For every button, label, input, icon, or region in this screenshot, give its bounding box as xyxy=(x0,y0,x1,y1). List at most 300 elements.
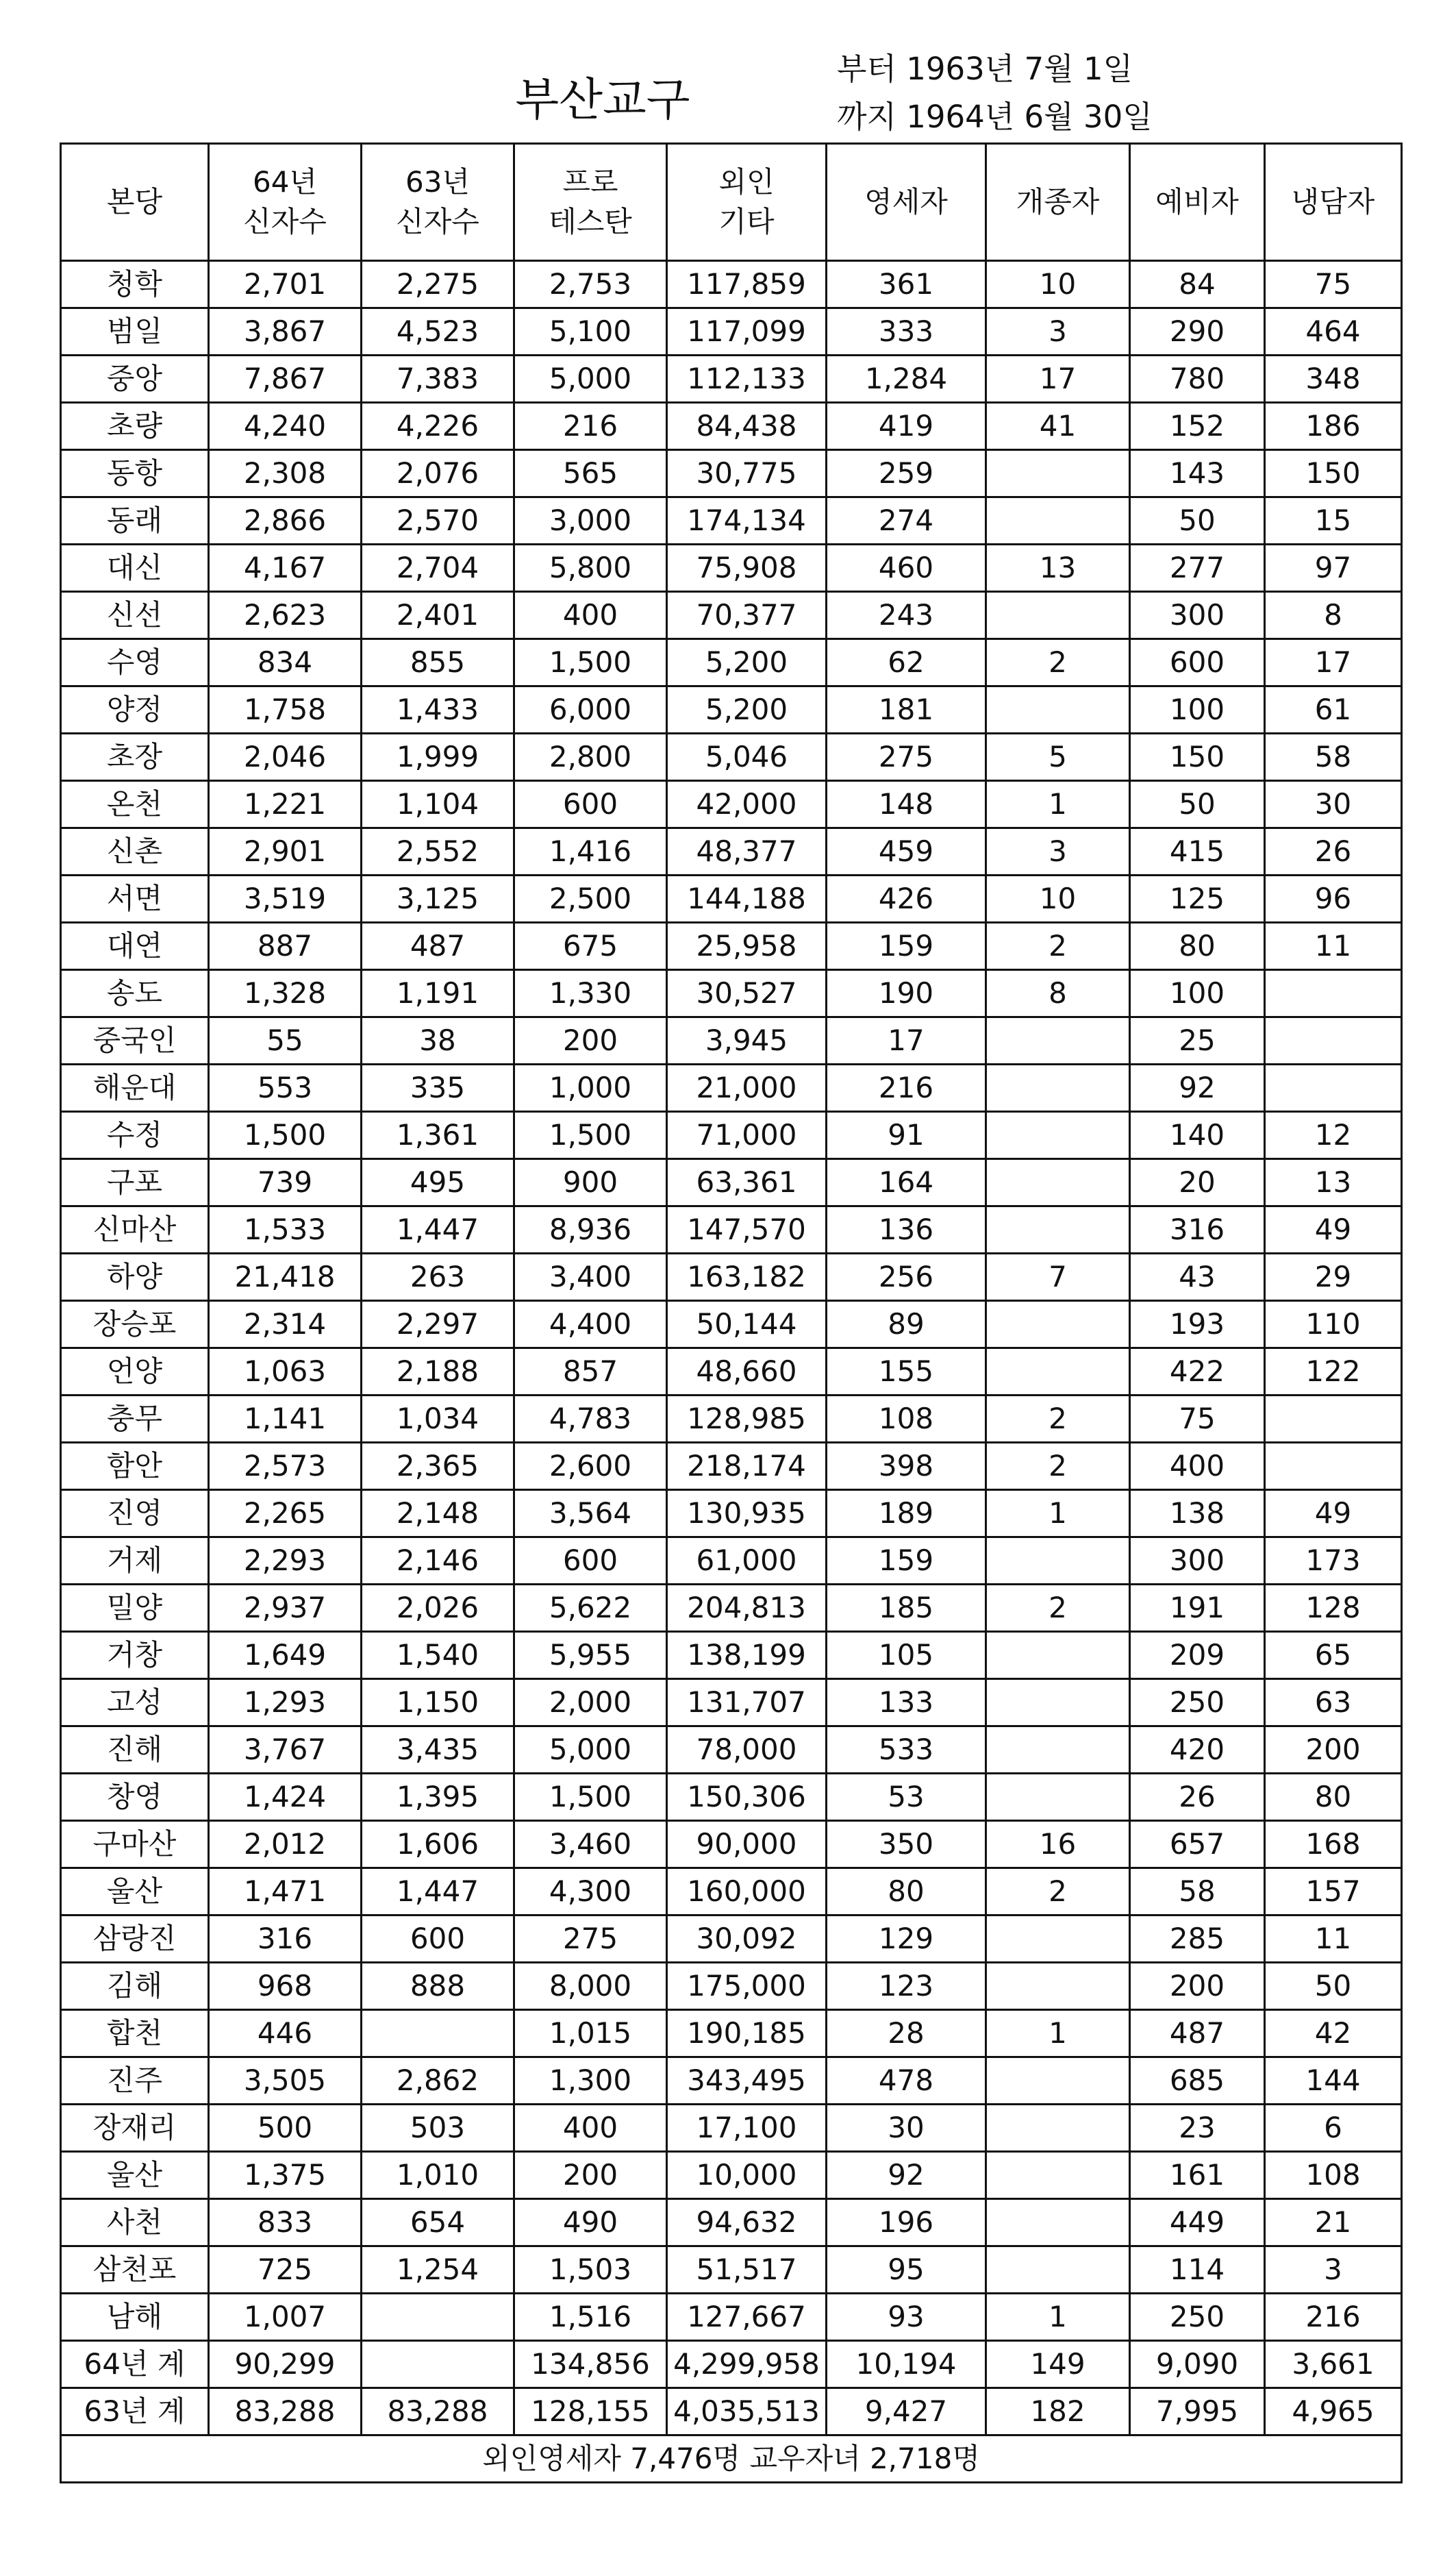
table-cell: 159 xyxy=(827,923,986,970)
table-cell: 7 xyxy=(986,1254,1130,1301)
table-cell: 175,000 xyxy=(667,1963,827,2010)
table-cell: 6 xyxy=(1265,2105,1402,2152)
parish-name-cell: 합천 xyxy=(61,2010,209,2057)
table-cell: 685 xyxy=(1130,2057,1265,2105)
table-cell: 657 xyxy=(1130,1821,1265,1868)
table-cell: 250 xyxy=(1130,2294,1265,2341)
table-cell xyxy=(1265,1017,1402,1065)
column-header-line: 64년 xyxy=(252,165,317,199)
parish-name-cell: 구포 xyxy=(61,1159,209,1206)
table-cell xyxy=(986,2199,1130,2246)
table-cell: 2,573 xyxy=(209,1443,362,1490)
table-cell: 7,867 xyxy=(209,356,362,403)
table-cell xyxy=(1265,1065,1402,1112)
table-cell: 348 xyxy=(1265,356,1402,403)
table-cell: 83,288 xyxy=(362,2388,514,2435)
table-cell: 83,288 xyxy=(209,2388,362,2435)
table-cell: 17,100 xyxy=(667,2105,827,2152)
table-cell: 2,901 xyxy=(209,828,362,876)
table-cell: 128,155 xyxy=(514,2388,667,2435)
table-cell: 182 xyxy=(986,2388,1130,2435)
table-cell: 1,433 xyxy=(362,686,514,734)
table-cell: 4,167 xyxy=(209,545,362,592)
table-cell: 130,935 xyxy=(667,1490,827,1537)
parish-name-cell: 고성 xyxy=(61,1679,209,1726)
table-cell: 4,299,958 xyxy=(667,2341,827,2388)
table-cell: 4,783 xyxy=(514,1396,667,1443)
table-cell: 161 xyxy=(1130,2152,1265,2199)
table-cell: 21,418 xyxy=(209,1254,362,1301)
table-row xyxy=(61,545,1402,592)
table-cell: 5,955 xyxy=(514,1632,667,1679)
table-cell: 80 xyxy=(1130,923,1265,970)
table-cell: 1,191 xyxy=(362,970,514,1017)
table-cell: 1,141 xyxy=(209,1396,362,1443)
table-row xyxy=(61,686,1402,734)
table-cell: 8 xyxy=(1265,592,1402,639)
table-cell: 243 xyxy=(827,592,986,639)
table-cell: 1,447 xyxy=(362,1868,514,1916)
table-cell xyxy=(986,1774,1130,1821)
parish-name-cell: 신선 xyxy=(61,592,209,639)
table-cell: 600 xyxy=(362,1916,514,1963)
table-cell: 125 xyxy=(1130,876,1265,923)
table-body xyxy=(61,261,1402,2435)
table-cell: 91 xyxy=(827,1112,986,1159)
table-cell: 275 xyxy=(514,1916,667,1963)
table-cell: 2 xyxy=(986,639,1130,686)
parish-name-cell: 대연 xyxy=(61,923,209,970)
table-cell: 1,533 xyxy=(209,1206,362,1254)
table-cell: 21 xyxy=(1265,2199,1402,2246)
table-cell: 216 xyxy=(827,1065,986,1112)
table-cell: 2,188 xyxy=(362,1348,514,1396)
column-header xyxy=(209,144,362,261)
parish-name-cell: 중국인 xyxy=(61,1017,209,1065)
table-cell: 415 xyxy=(1130,828,1265,876)
table-cell: 1,015 xyxy=(514,2010,667,2057)
parish-name-cell: 언양 xyxy=(61,1348,209,1396)
table-cell: 30,527 xyxy=(667,970,827,1017)
table-cell xyxy=(986,1206,1130,1254)
table-cell: 2,148 xyxy=(362,1490,514,1537)
table-row xyxy=(61,403,1402,450)
table-cell: 1,758 xyxy=(209,686,362,734)
table-cell: 1,500 xyxy=(514,639,667,686)
table-cell: 144 xyxy=(1265,2057,1402,2105)
table-cell: 2,866 xyxy=(209,497,362,545)
table-cell: 174,134 xyxy=(667,497,827,545)
table-cell: 490 xyxy=(514,2199,667,2246)
parish-name-cell: 온천 xyxy=(61,781,209,828)
table-cell: 75,908 xyxy=(667,545,827,592)
table-cell: 4,300 xyxy=(514,1868,667,1916)
table-cell: 2,570 xyxy=(362,497,514,545)
column-header-line: 테스탄 xyxy=(549,205,632,238)
table-cell: 1,471 xyxy=(209,1868,362,1916)
table-cell: 48,377 xyxy=(667,828,827,876)
table-cell: 3,125 xyxy=(362,876,514,923)
table-cell: 216 xyxy=(1265,2294,1402,2341)
table-cell: 49 xyxy=(1265,1206,1402,1254)
table-cell xyxy=(986,497,1130,545)
table-cell: 503 xyxy=(362,2105,514,2152)
table-cell: 75 xyxy=(1265,261,1402,308)
column-header xyxy=(514,144,667,261)
table-cell: 50,144 xyxy=(667,1301,827,1348)
table-cell: 274 xyxy=(827,497,986,545)
table-cell: 30 xyxy=(827,2105,986,2152)
table-cell: 2 xyxy=(986,1396,1130,1443)
table-cell xyxy=(986,592,1130,639)
parish-name-cell: 구마산 xyxy=(61,1821,209,1868)
table-row xyxy=(61,781,1402,828)
table-cell: 3,564 xyxy=(514,1490,667,1537)
table-cell: 2,753 xyxy=(514,261,667,308)
table-row xyxy=(61,923,1402,970)
table-cell: 10 xyxy=(986,261,1130,308)
table-cell: 134,856 xyxy=(514,2341,667,2388)
table-cell: 200 xyxy=(514,1017,667,1065)
table-cell: 108 xyxy=(827,1396,986,1443)
table-cell: 1,104 xyxy=(362,781,514,828)
table-cell: 1,516 xyxy=(514,2294,667,2341)
table-cell: 30,092 xyxy=(667,1916,827,1963)
table-row xyxy=(61,2152,1402,2199)
table-row xyxy=(61,356,1402,403)
table-cell: 739 xyxy=(209,1159,362,1206)
table-cell: 196 xyxy=(827,2199,986,2246)
table-cell: 12 xyxy=(1265,1112,1402,1159)
table-cell: 92 xyxy=(1130,1065,1265,1112)
table-cell: 190 xyxy=(827,970,986,1017)
table-cell: 7,383 xyxy=(362,356,514,403)
table-cell: 2,076 xyxy=(362,450,514,497)
table-cell: 2,800 xyxy=(514,734,667,781)
parish-name-cell: 김해 xyxy=(61,1963,209,2010)
table-row xyxy=(61,1821,1402,1868)
table-row xyxy=(61,1868,1402,1916)
table-cell: 55 xyxy=(209,1017,362,1065)
parish-name-cell: 진주 xyxy=(61,2057,209,2105)
table-row xyxy=(61,2341,1402,2388)
table-cell xyxy=(362,2341,514,2388)
table-row xyxy=(61,592,1402,639)
table-cell: 127,667 xyxy=(667,2294,827,2341)
table-cell: 94,632 xyxy=(667,2199,827,2246)
period-from: 부터 1963년 7월 1일 xyxy=(837,51,1133,87)
table-cell: 4,523 xyxy=(362,308,514,356)
table-cell: 398 xyxy=(827,1443,986,1490)
table-cell: 400 xyxy=(514,2105,667,2152)
table-cell: 4,240 xyxy=(209,403,362,450)
table-cell: 90,000 xyxy=(667,1821,827,1868)
table-cell: 28 xyxy=(827,2010,986,2057)
table-row xyxy=(61,2388,1402,2435)
column-header xyxy=(1265,144,1402,261)
table-cell: 654 xyxy=(362,2199,514,2246)
table-cell: 61 xyxy=(1265,686,1402,734)
table-cell: 1,999 xyxy=(362,734,514,781)
parish-name-cell: 범일 xyxy=(61,308,209,356)
table-row xyxy=(61,970,1402,1017)
table-cell: 2,308 xyxy=(209,450,362,497)
table-cell: 89 xyxy=(827,1301,986,1348)
table-cell: 13 xyxy=(986,545,1130,592)
table-cell: 300 xyxy=(1130,1537,1265,1585)
table-cell: 3 xyxy=(986,308,1130,356)
table-cell: 143 xyxy=(1130,450,1265,497)
table-cell: 204,813 xyxy=(667,1585,827,1632)
parish-name-cell: 대신 xyxy=(61,545,209,592)
table-cell: 23 xyxy=(1130,2105,1265,2152)
table-row xyxy=(61,1112,1402,1159)
table-cell: 487 xyxy=(1130,2010,1265,2057)
table-cell: 42 xyxy=(1265,2010,1402,2057)
table-cell: 186 xyxy=(1265,403,1402,450)
parish-name-cell: 충무 xyxy=(61,1396,209,1443)
table-cell: 400 xyxy=(514,592,667,639)
table-row xyxy=(61,1537,1402,1585)
table-cell: 3,000 xyxy=(514,497,667,545)
period-to: 까지 1964년 6월 30일 xyxy=(837,99,1153,135)
table-cell: 263 xyxy=(362,1254,514,1301)
table-cell: 533 xyxy=(827,1726,986,1774)
table-cell: 2,314 xyxy=(209,1301,362,1348)
table-cell: 117,099 xyxy=(667,308,827,356)
table-cell: 105 xyxy=(827,1632,986,1679)
parish-name-cell: 장재리 xyxy=(61,2105,209,2152)
table-cell: 3,435 xyxy=(362,1726,514,1774)
table-cell: 58 xyxy=(1130,1868,1265,1916)
table-cell: 138 xyxy=(1130,1490,1265,1537)
table-row xyxy=(61,1916,1402,1963)
parish-name-cell: 초량 xyxy=(61,403,209,450)
column-header xyxy=(362,144,514,261)
parish-name-cell: 함안 xyxy=(61,1443,209,1490)
table-row xyxy=(61,450,1402,497)
table-cell: 1,540 xyxy=(362,1632,514,1679)
table-cell: 5,200 xyxy=(667,639,827,686)
table-cell xyxy=(986,2246,1130,2294)
table-cell xyxy=(986,1348,1130,1396)
table-cell: 250 xyxy=(1130,1679,1265,1726)
table-cell: 62 xyxy=(827,639,986,686)
column-header-line: 기타 xyxy=(718,205,775,238)
table-cell: 216 xyxy=(514,403,667,450)
table-cell: 16 xyxy=(986,1821,1130,1868)
table-cell: 1,300 xyxy=(514,2057,667,2105)
table-cell: 3,460 xyxy=(514,1821,667,1868)
table-cell: 49 xyxy=(1265,1490,1402,1537)
table-cell: 155 xyxy=(827,1348,986,1396)
table-cell: 1,221 xyxy=(209,781,362,828)
table-cell: 26 xyxy=(1265,828,1402,876)
table-cell: 2 xyxy=(986,1868,1130,1916)
parish-name-cell: 중앙 xyxy=(61,356,209,403)
table-row xyxy=(61,1017,1402,1065)
table-cell: 4,965 xyxy=(1265,2388,1402,2435)
table-cell: 4,226 xyxy=(362,403,514,450)
table-cell: 84 xyxy=(1130,261,1265,308)
table-cell: 1,254 xyxy=(362,2246,514,2294)
table-row xyxy=(61,1774,1402,1821)
table-cell: 17 xyxy=(1265,639,1402,686)
table-cell xyxy=(362,2294,514,2341)
table-cell: 2,862 xyxy=(362,2057,514,2105)
parish-name-cell: 신촌 xyxy=(61,828,209,876)
table-cell: 191 xyxy=(1130,1585,1265,1632)
table-cell: 100 xyxy=(1130,686,1265,734)
table-cell: 110 xyxy=(1265,1301,1402,1348)
table-cell: 495 xyxy=(362,1159,514,1206)
table-cell: 148 xyxy=(827,781,986,828)
column-header-line: 영세자 xyxy=(864,185,948,219)
table-row xyxy=(61,1679,1402,1726)
column-header-line: 예비자 xyxy=(1155,185,1239,219)
column-header-line: 프로 xyxy=(562,165,618,199)
table-cell xyxy=(986,1679,1130,1726)
table-cell: 133 xyxy=(827,1679,986,1726)
table-cell xyxy=(1265,970,1402,1017)
table-cell xyxy=(986,2105,1130,2152)
table-cell: 1,500 xyxy=(514,1774,667,1821)
table-row xyxy=(61,1726,1402,1774)
table-cell: 333 xyxy=(827,308,986,356)
table-cell: 5,100 xyxy=(514,308,667,356)
table-cell: 2,046 xyxy=(209,734,362,781)
table-cell: 3 xyxy=(986,828,1130,876)
table-row xyxy=(61,1443,1402,1490)
table-cell: 112,133 xyxy=(667,356,827,403)
table-row xyxy=(61,1065,1402,1112)
table-cell xyxy=(986,1537,1130,1585)
table-cell: 61,000 xyxy=(667,1537,827,1585)
parish-name-cell: 64년 계 xyxy=(61,2341,209,2388)
table-cell: 10,194 xyxy=(827,2341,986,2388)
table-cell: 2,704 xyxy=(362,545,514,592)
column-header-line: 개종자 xyxy=(1016,185,1100,219)
parish-name-cell: 동래 xyxy=(61,497,209,545)
table-cell: 565 xyxy=(514,450,667,497)
table-cell: 600 xyxy=(514,781,667,828)
parish-name-cell: 남해 xyxy=(61,2294,209,2341)
table-cell: 58 xyxy=(1265,734,1402,781)
table-cell: 96 xyxy=(1265,876,1402,923)
table-cell: 63 xyxy=(1265,1679,1402,1726)
table-cell: 149 xyxy=(986,2341,1130,2388)
table-cell: 422 xyxy=(1130,1348,1265,1396)
table-cell: 2 xyxy=(986,923,1130,970)
parish-name-cell: 거창 xyxy=(61,1632,209,1679)
table-cell: 1,007 xyxy=(209,2294,362,2341)
column-header xyxy=(61,144,209,261)
table-cell: 446 xyxy=(209,2010,362,2057)
table-cell: 193 xyxy=(1130,1301,1265,1348)
table-cell: 15 xyxy=(1265,497,1402,545)
table-cell: 4,035,513 xyxy=(667,2388,827,2435)
table-cell: 1,649 xyxy=(209,1632,362,1679)
table-cell: 420 xyxy=(1130,1726,1265,1774)
table-cell: 426 xyxy=(827,876,986,923)
table-cell: 1,034 xyxy=(362,1396,514,1443)
parish-name-cell: 진영 xyxy=(61,1490,209,1537)
table-cell: 92 xyxy=(827,2152,986,2199)
table-cell: 1 xyxy=(986,2010,1130,2057)
table-row xyxy=(61,2246,1402,2294)
table-cell: 464 xyxy=(1265,308,1402,356)
table-cell: 136 xyxy=(827,1206,986,1254)
table-cell: 4,400 xyxy=(514,1301,667,1348)
table-cell: 8 xyxy=(986,970,1130,1017)
table-cell: 95 xyxy=(827,2246,986,2294)
table-cell: 6,000 xyxy=(514,686,667,734)
table-cell: 50 xyxy=(1130,497,1265,545)
table-cell xyxy=(1265,1443,1402,1490)
table-cell: 123 xyxy=(827,1963,986,2010)
table-cell: 128 xyxy=(1265,1585,1402,1632)
table-cell: 5,622 xyxy=(514,1585,667,1632)
table-cell: 65 xyxy=(1265,1632,1402,1679)
parish-name-cell: 동항 xyxy=(61,450,209,497)
table-cell: 93 xyxy=(827,2294,986,2341)
table-cell: 1,063 xyxy=(209,1348,362,1396)
table-cell: 160,000 xyxy=(667,1868,827,1916)
table-cell: 84,438 xyxy=(667,403,827,450)
footer-note: 외인영세자 7,476명 교우자녀 2,718명 xyxy=(61,2435,1402,2483)
table-header-row xyxy=(61,144,1402,261)
statistics-table xyxy=(60,142,1403,2483)
table-cell: 147,570 xyxy=(667,1206,827,1254)
column-header-line: 외인 xyxy=(718,165,775,199)
table-cell: 350 xyxy=(827,1821,986,1868)
table-cell: 200 xyxy=(514,2152,667,2199)
table-cell: 888 xyxy=(362,1963,514,2010)
table-cell: 316 xyxy=(1130,1206,1265,1254)
table-cell xyxy=(362,2010,514,2057)
table-cell: 38 xyxy=(362,1017,514,1065)
table-cell: 600 xyxy=(1130,639,1265,686)
table-row xyxy=(61,2010,1402,2057)
table-cell: 8,936 xyxy=(514,1206,667,1254)
table-cell: 400 xyxy=(1130,1443,1265,1490)
table-cell: 1,010 xyxy=(362,2152,514,2199)
table-cell: 2,146 xyxy=(362,1537,514,1585)
table-cell: 1,395 xyxy=(362,1774,514,1821)
table-cell: 150,306 xyxy=(667,1774,827,1821)
column-header xyxy=(667,144,827,261)
table-cell: 53 xyxy=(827,1774,986,1821)
table-cell: 1,150 xyxy=(362,1679,514,1726)
table-cell: 173 xyxy=(1265,1537,1402,1585)
table-cell: 419 xyxy=(827,403,986,450)
table-cell: 857 xyxy=(514,1348,667,1396)
table-cell: 25,958 xyxy=(667,923,827,970)
table-cell xyxy=(986,2057,1130,2105)
table-cell: 361 xyxy=(827,261,986,308)
parish-name-cell: 양정 xyxy=(61,686,209,734)
table-row xyxy=(61,308,1402,356)
table-cell: 181 xyxy=(827,686,986,734)
table-cell xyxy=(986,1112,1130,1159)
parish-name-cell: 장승포 xyxy=(61,1301,209,1348)
table-cell: 553 xyxy=(209,1065,362,1112)
table-cell: 1 xyxy=(986,1490,1130,1537)
table-cell: 1,606 xyxy=(362,1821,514,1868)
table-cell: 209 xyxy=(1130,1632,1265,1679)
parish-name-cell: 해운대 xyxy=(61,1065,209,1112)
table-cell: 1,361 xyxy=(362,1112,514,1159)
